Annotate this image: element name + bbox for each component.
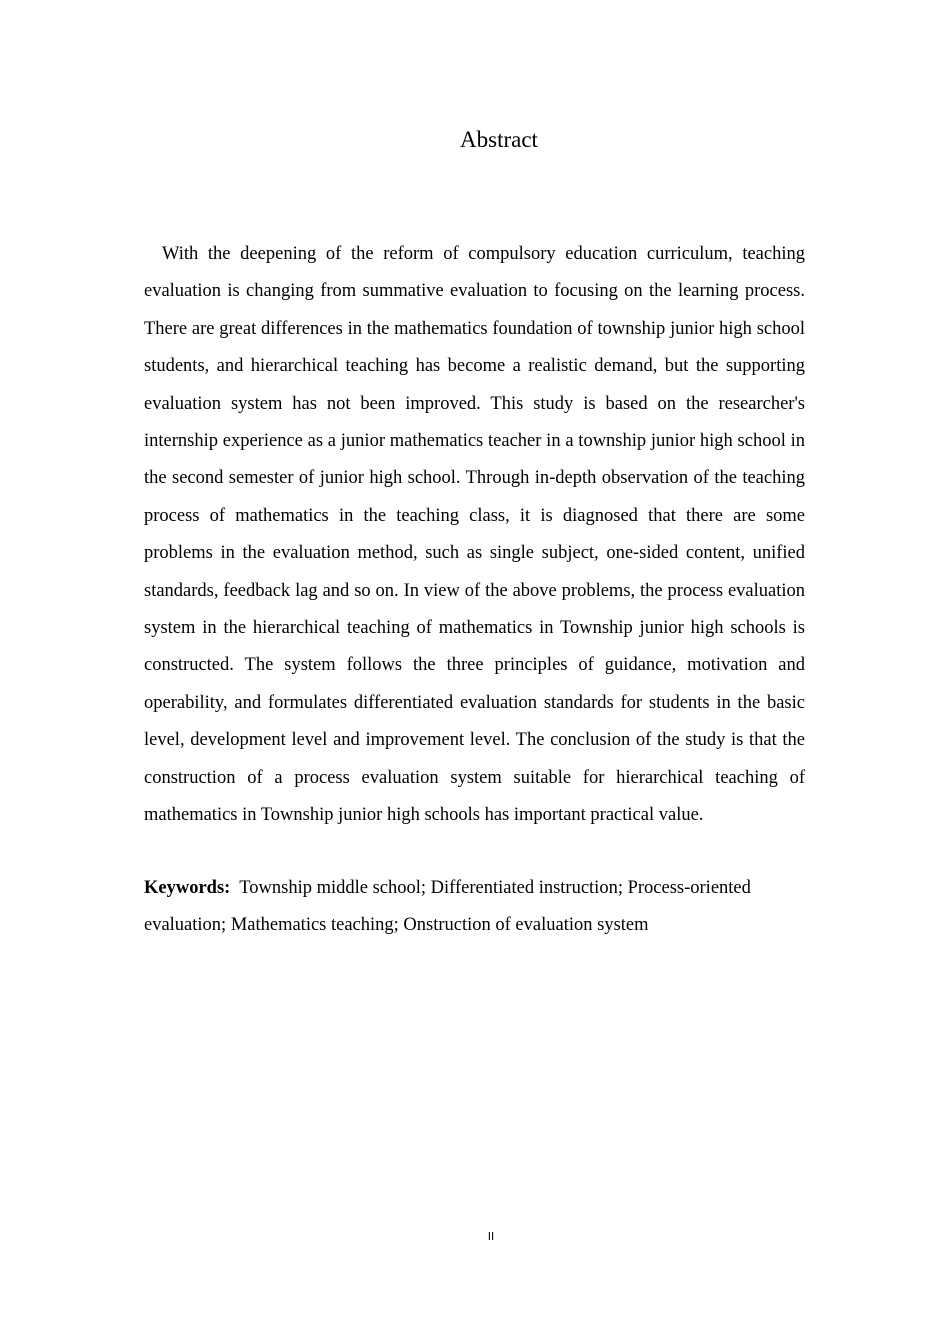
keywords-text: Township middle school; Differentiated instruction; Process-oriented evaluation; Mathematics teaching; Onstruction of evaluation system <box>144 878 751 935</box>
keywords-line <box>144 870 805 944</box>
keywords-label: Keywords: <box>144 878 231 898</box>
abstract-title: Abstract <box>460 127 538 152</box>
abstract-paragraph: With the deepening of the reform of compulsory education curriculum, teaching evaluation is changing from summative evaluation to focusing on the learning process. There are great differences in the mathematics foundation of township junior high school students, and hierarchical teaching has become a realistic demand, but the supporting evaluation system has not been improved. This study is based on the researcher's internship experience as a junior mathematics teacher in a township junior high school in the second semester of junior high school. Through in-depth observation of the teaching process of mathematics in the teaching class, it is diagnosed that there are some problems in the evaluation method, such as single subject, one-sided content, unified standards, feedback lag and so on. In view of the above problems, the process evaluation system in the hierarchical teaching of mathematics in Township junior high schools is constructed. The system follows the three principles of guidance, motivation and operability, and formulates differentiated evaluation standards for students in the basic level, development level and improvement level. The conclusion of the study is that the construction of a process evaluation system suitable for hierarchical teaching of mathematics in Township junior high schools has important practical value. <box>144 244 805 826</box>
page-number: II <box>487 1230 495 1243</box>
